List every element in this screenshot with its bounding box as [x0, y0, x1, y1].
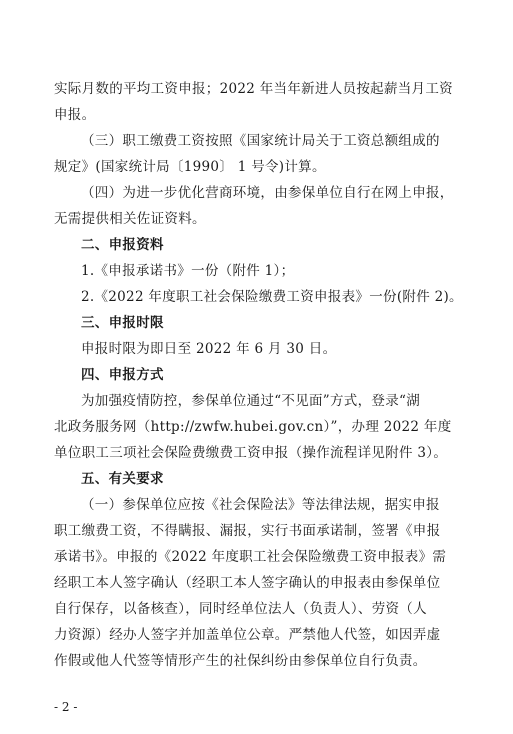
body-text-line: 为加强疫情防控，参保单位通过“不见面”方式，登录“湖: [81, 393, 421, 409]
body-text-line: 作假或他人代签等情形产生的社保纠纷由参保单位自行负责。: [54, 653, 427, 669]
body-text-line: 承诺书》。申报的《2022 年度职工社会保险缴费工资申报表》需: [54, 549, 447, 565]
section-heading: 五、有关要求: [81, 471, 164, 487]
body-text-line: 经职工本人签字确认（经职工本人签字确认的申报表由参保单位: [54, 575, 441, 591]
body-text-line: 1.《申报承诺书》一份（附件 1）；: [81, 263, 295, 279]
body-text-line: 无需提供相关佐证资料。: [54, 211, 206, 227]
body-text-line: 实际月数的平均工资申报；2022 年当年新进人员按起薪当月工资: [54, 81, 453, 97]
body-text-line: 自行保存，以备核查），同时经单位法人（负责人）、劳资（人: [54, 601, 427, 617]
section-heading: 二、申报资料: [81, 237, 164, 253]
body-text-line: 北政务服务网（http://zwfw.hubei.gov.cn）”，办理 2022 年度: [54, 419, 452, 435]
body-text-line: 规定》(国家统计局〔1990〕 1 号令)计算。: [54, 159, 326, 175]
page-number: - 2 -: [54, 700, 78, 714]
body-text-line: （三）职工缴费工资按照《国家统计局关于工资总额组成的: [81, 133, 440, 149]
body-text-line: 申报。: [54, 107, 96, 123]
body-text-line: （一）参保单位应按《社会保险法》等法律法规，据实申报: [81, 497, 440, 513]
body-text-line: （四）为进一步优化营商环境，由参保单位自行在网上申报，: [81, 185, 454, 201]
body-text-line: 申报时限为即日至 2022 年 6 月 30 日。: [81, 341, 337, 357]
section-heading: 三、申报时限: [81, 315, 164, 331]
body-text-line: 2.《2022 年度职工社会保险缴费工资申报表》一份(附件 2)。: [81, 289, 463, 305]
body-text-line: 单位职工三项社会保险费缴费工资申报（操作流程详见附件 3）。: [54, 445, 448, 461]
section-heading: 四、申报方式: [81, 367, 164, 383]
body-text-line: 力资源）经办人签字并加盖单位公章。严禁他人代签，如因弄虚: [54, 627, 441, 643]
body-text-line: 职工缴费工资，不得瞒报、漏报，实行书面承诺制，签署《申报: [54, 523, 441, 539]
